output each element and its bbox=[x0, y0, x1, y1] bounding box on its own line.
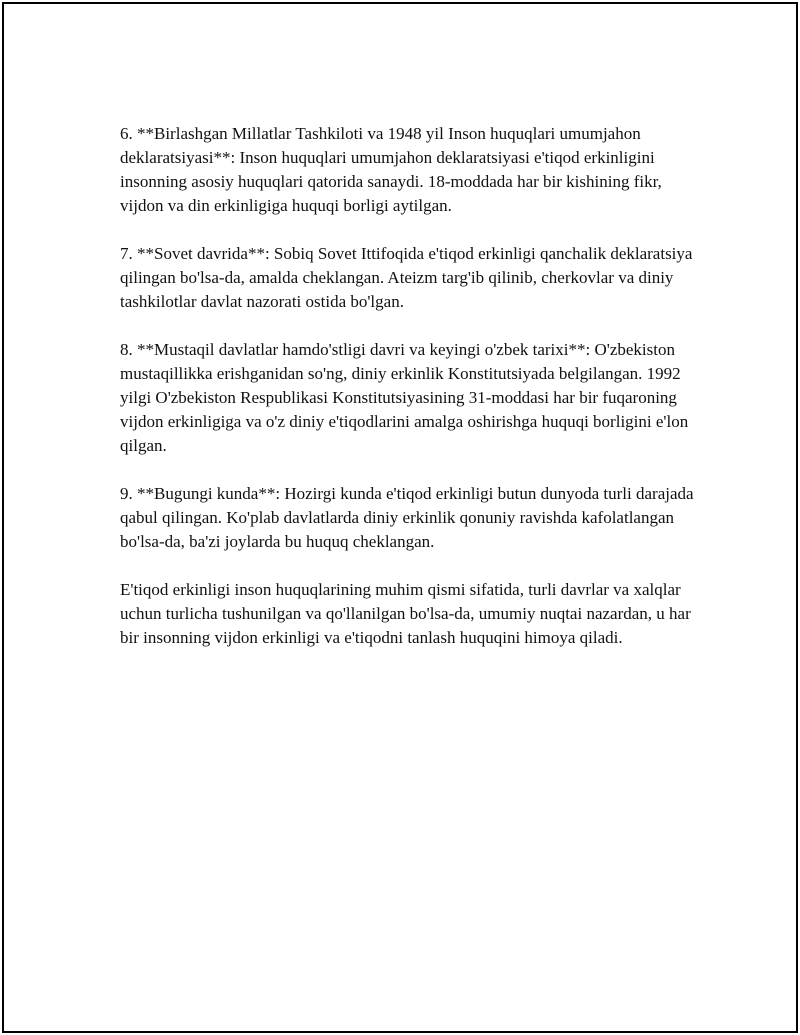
paragraph-item-9: 9. **Bugungi kunda**: Hozirgi kunda e'tiqod erkinligi butun dunyoda turli darajada qabul qilingan. Ko'plab davlatlarda diniy erkinlik qonuniy ravishda kafolatlangan bo'lsa-da, ba'zi joylarda bu huquq cheklangan. bbox=[120, 484, 694, 551]
paragraph-item-8: 8. **Mustaqil davlatlar hamdo'stligi davri va keyingi o'zbek tarixi**: O'zbekiston mustaqillikka erishganidan so'ng, diniy erkinlik Konstitutsiyada belgilangan. 1992 yilgi O'zbekiston Respublikasi Konstitutsiyasining 31-moddasi har bir fuqaroning vijdon erkinligiga va o'z diniy e'tiqodlarini amalga oshirishga huquqi borligini e'lon qilgan. bbox=[120, 340, 689, 455]
paragraph-item-6: 6. **Birlashgan Millatlar Tashkiloti va 1948 yil Inson huquqlari umumjahon deklaratsiyasi**: Inson huquqlari umumjahon deklaratsiyasi e'tiqod erkinligini insonning asosiy huquqlari qatorida sanaydi. 18-moddada har bir kishining fikr, vijdon va din erkinligiga huquqi borligi aytilgan. bbox=[120, 124, 662, 215]
document-page bbox=[2, 2, 798, 1033]
paragraph-item-7: 7. **Sovet davrida**: Sobiq Sovet Ittifoqida e'tiqod erkinligi qanchalik deklaratsiya qilingan bo'lsa-da, amalda cheklangan. Ateizm targ'ib qilinib, cherkovlar va diniy tashkilotlar davlat nazorati ostida bo'lgan. bbox=[120, 244, 693, 311]
paragraph-conclusion: E'tiqod erkinligi inson huquqlarining muhim qismi sifatida, turli davrlar va xalqlar uchun turlicha tushunilgan va qo'llanilgan bo'lsa-da, umumiy nuqtai nazardan, u har bir insonning vijdon erkinligi va e'tiqodni tanlash huquqini himoya qiladi. bbox=[120, 580, 691, 647]
document-body bbox=[120, 122, 695, 674]
